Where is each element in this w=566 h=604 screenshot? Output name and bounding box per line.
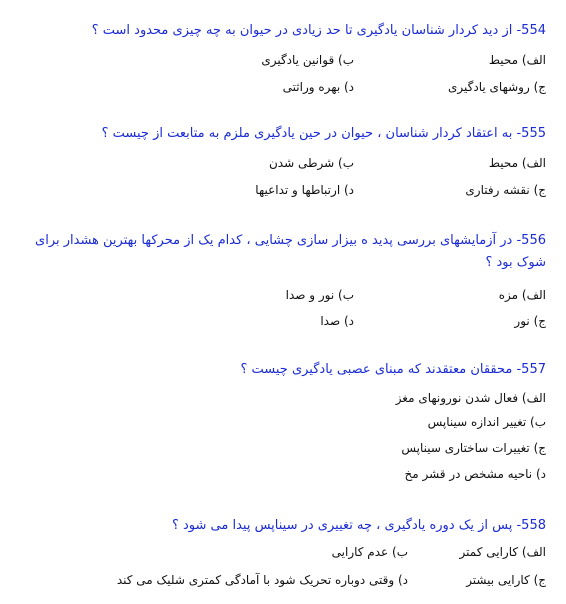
option-c: ج) نور bbox=[514, 314, 546, 328]
option-d: د) ارتباطها و تداعیها bbox=[255, 183, 354, 197]
question-title: 555- به اعتقاد کردار شناسان ، حیوان در حین یادگیری ملزم به متابعت از چیست ؟ bbox=[101, 126, 546, 141]
question-title: 558- پس از یک دوره یادگیری ، چه تغییری در سیناپس پیدا می شود ؟ bbox=[171, 518, 546, 533]
option-a: الف) محیط bbox=[488, 53, 546, 67]
option-a: الف) محیط bbox=[488, 156, 546, 170]
option-a: الف) مزه bbox=[498, 288, 546, 302]
option-b: ب) قوانین یادگیری bbox=[261, 53, 354, 67]
option-b: ب) عدم کارایی bbox=[331, 545, 408, 559]
option-d: د) صدا bbox=[320, 314, 354, 328]
option-d: د) بهره وراثتی bbox=[282, 80, 354, 94]
option-b: ب) تغییر اندازه سیناپس bbox=[427, 415, 546, 429]
option-d: د) وقتی دوباره تحریک شود با آمادگی کمتری شلیک می کند bbox=[116, 573, 408, 587]
option-c: ج) تغییرات ساختاری سیناپس bbox=[401, 441, 546, 455]
question-title: 556- در آزمایشهای بررسی پدید ه بیزار سازی چشایی ، کدام یک از محرکها بهترین هشدار برای شوک بود ؟ bbox=[35, 233, 546, 270]
option-c: ج) نقشه رفتاری bbox=[465, 183, 546, 197]
question-title: 554- از دید کردار شناسان یادگیری تا حد زیادی در حیوان به چه چیزی محدود است ؟ bbox=[91, 23, 546, 38]
option-c: ج) کارایی بیشتر bbox=[466, 573, 546, 587]
option-c: ج) روشهای یادگیری bbox=[448, 80, 546, 94]
option-a: الف) کارایی کمتر bbox=[459, 545, 546, 559]
option-b: ب) نور و صدا bbox=[285, 288, 354, 302]
question-title: 557- محققان معتقدند که مبنای عصبی یادگیری چیست ؟ bbox=[240, 362, 546, 377]
option-b: ب) شرطی شدن bbox=[268, 156, 354, 170]
option-a: الف) فعال شدن نورونهای مغز bbox=[395, 391, 546, 405]
option-d: د) ناحیه مشخص در قشر مخ bbox=[404, 467, 546, 481]
